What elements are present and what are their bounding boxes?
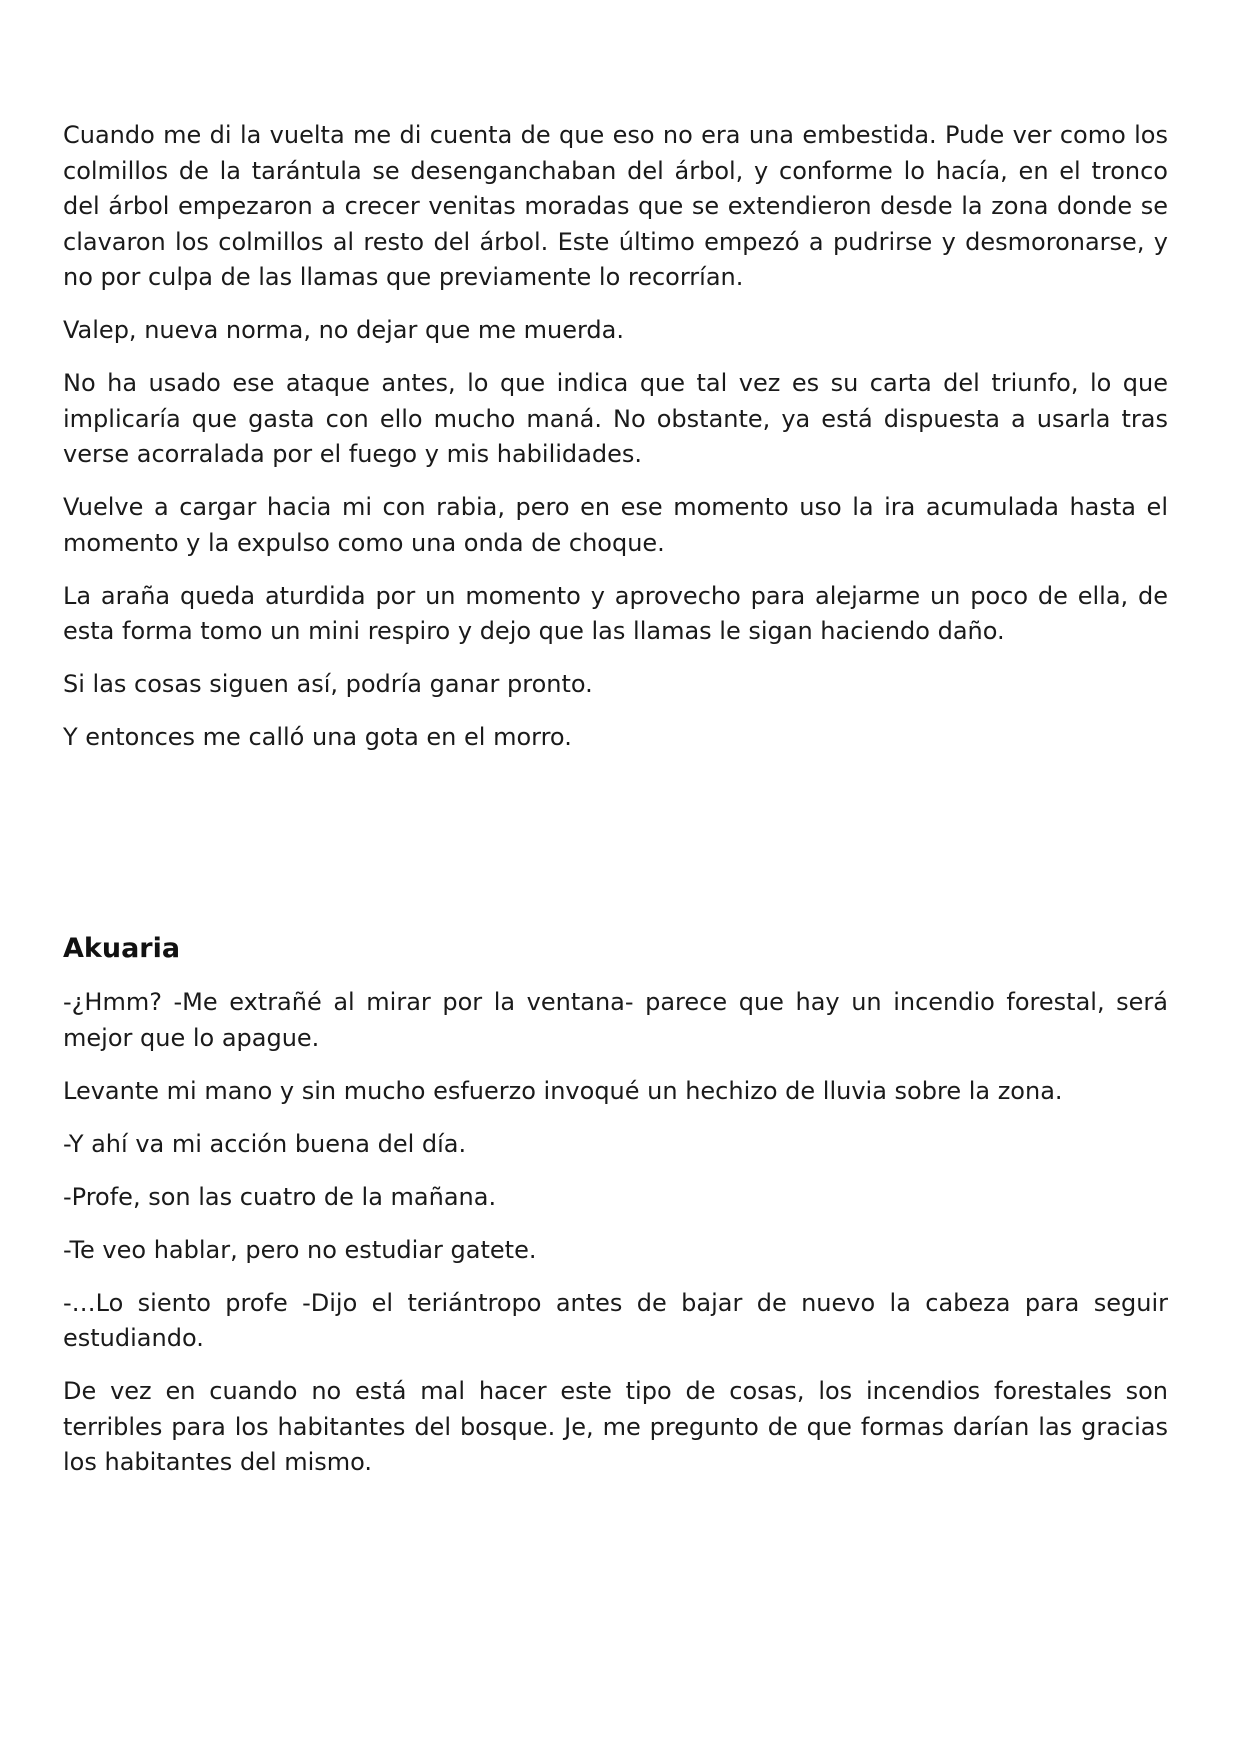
paragraph: -¿Hmm? -Me extrañé al mirar por la ventana- parece que hay un incendio forestal, será mejor que lo apague. bbox=[63, 988, 1168, 1052]
section-heading: Akuaria bbox=[63, 933, 181, 964]
paragraph: La araña queda aturdida por un momento y aprovecho para alejarme un poco de ella, de esta forma tomo un mini respiro y dejo que las llamas le sigan haciendo daño. bbox=[63, 581, 1168, 645]
story-section-two bbox=[63, 985, 1168, 1498]
paragraph: -Y ahí va mi acción buena del día. bbox=[63, 1129, 467, 1158]
paragraph: No ha usado ese ataque antes, lo que indica que tal vez es su carta del triunfo, lo que implicaría que gasta con ello mucho maná. No obstante, ya está dispuesta a usarla tras verse acorralada por el fuego y mis habilidades. bbox=[63, 369, 1168, 468]
paragraph: -Profe, son las cuatro de la mañana. bbox=[63, 1182, 497, 1211]
story-section-one bbox=[63, 118, 1168, 773]
paragraph: Si las cosas siguen así, podría ganar pronto. bbox=[63, 670, 593, 698]
paragraph: -…Lo siento profe -Dijo el teriántropo antes de bajar de nuevo la cabeza para seguir estudiando. bbox=[63, 1288, 1168, 1352]
paragraph: Y entonces me calló una gota en el morro. bbox=[63, 723, 572, 751]
paragraph: De vez en cuando no está mal hacer este tipo de cosas, los incendios forestales son terribles para los habitantes del bosque. Je, me pregunto de que formas darían las gracias los habitantes del mismo. bbox=[63, 1377, 1168, 1476]
paragraph: Levante mi mano y sin mucho esfuerzo invoqué un hechizo de lluvia sobre la zona. bbox=[63, 1076, 1063, 1105]
paragraph: Cuando me di la vuelta me di cuenta de que eso no era una embestida. Pude ver como los colmillos de la tarántula se desenganchaban del árbol, y conforme lo hacía, en el tronco del árbol empezaron a crecer venitas moradas que se extendieron desde la zona donde se clavaron los colmillos al resto del árbol. Este último empezó a pudrirse y desmoronarse, y no por culpa de las llamas que previamente lo recorrían. bbox=[63, 121, 1168, 291]
paragraph: Vuelve a cargar hacia mi con rabia, pero en ese momento uso la ira acumulada hasta el momento y la expulso como una onda de choque. bbox=[63, 493, 1168, 557]
paragraph: -Te veo hablar, pero no estudiar gatete. bbox=[63, 1235, 537, 1264]
paragraph: Valep, nueva norma, no dejar que me muerda. bbox=[63, 316, 624, 344]
